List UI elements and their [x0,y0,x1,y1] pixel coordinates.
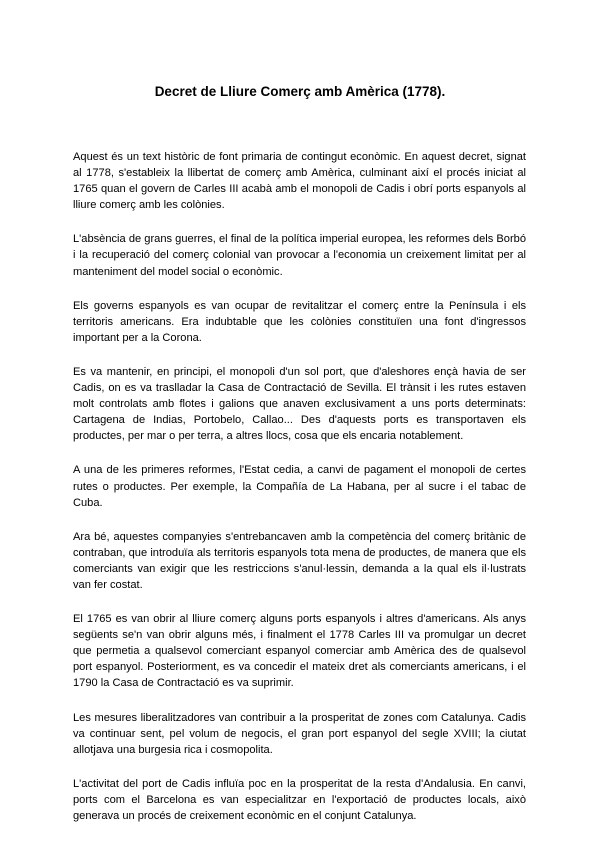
paragraph-7: El 1765 es van obrir al lliure comerç alguns ports espanyols i altres d'americans. Als anys següents se'n van obrir alguns més, i finalment el 1778 Carles III va promulgar un decret que permetia a qualsevol comerciant espanyol comerciar amb Amèrica des de qualsevol port espanyol. Posteriorment, es va concedir el mateix dret als comerciants americans, i el 1790 la Casa de Contractació es va suprimir. [73,613,526,690]
paragraph-8: Les mesures liberalitzadores van contribuir a la prosperitat de zones com Catalunya. Cadis va continuar sent, pel volum de negocis, el gran port espanyol del segle XVIII; la ciutat allotjava una burgesia rica i cosmopolita. [73,711,526,756]
paragraph-5: A una de les primeres reformes, l'Estat cedia, a canvi de pagament el monopoli de certes rutes o productes. Per exemple, la Compañía de La Habana, per al sucre i el tabac de Cuba. [73,464,526,509]
document-title: Decret de Lliure Comerç amb Amèrica (1778). [154,84,446,99]
paragraph-3: Els governs espanyols es van ocupar de revitalitzar el comerç entre la Península i els territoris americans. Era indubtable que les colònies constituïen una font d'ingressos important per a la Corona. [73,299,526,344]
paragraph-6: Ara bé, aquestes companyies s'entrebancaven amb la competència del comerç britànic de contraban, que introduïa als territoris espanyols tota mena de productes, de manera que els comerciants van exigir que les restriccions s'anul·lessin, demanda a la qual els il·lustrats van fer costat. [73,530,526,591]
paragraph-9: L'activitat del port de Cadis influïa poc en la prosperitat de la resta d'Andalusia. En canvi, ports com el Barcelona es van especialitzar en l'exportació de productes locals, això generava un procés de creixement econòmic en el conjunt Catalunya. [73,777,526,822]
document-body [73,149,526,842]
paragraph-4: Es va mantenir, en principi, el monopoli d'un sol port, que d'aleshores ençà havia de ser Cadis, on es va traslladar la Casa de Contractació de Sevilla. El trànsit i les rutes estaven molt controlats amb flotes i galions que anaven exclusivament a uns ports determinats: Cartagena de Indias, Portobelo, Callao... Des d'aquests ports es transportaven els productes, per mar o per terra, a altres llocs, cosa que els encaria notablement. [73,365,526,443]
paragraph-2: L'absència de grans guerres, el final de la política imperial europea, les reformes dels Borbó i la recuperació del comerç colonial van provocar a l'economia un creixement limitat per al manteniment del model social o econòmic. [73,233,526,278]
paragraph-1: Aquest és un text històric de font primaria de contingut econòmic. En aquest decret, signat al 1778, s'estableix la llibertat de comerç amb Amèrica, culminant així el procés iniciat al 1765 quan el govern de Carles III acabà amb el monopoli de Cadis i obrí ports espanyols al lliure comerç amb les colònies. [73,151,526,212]
